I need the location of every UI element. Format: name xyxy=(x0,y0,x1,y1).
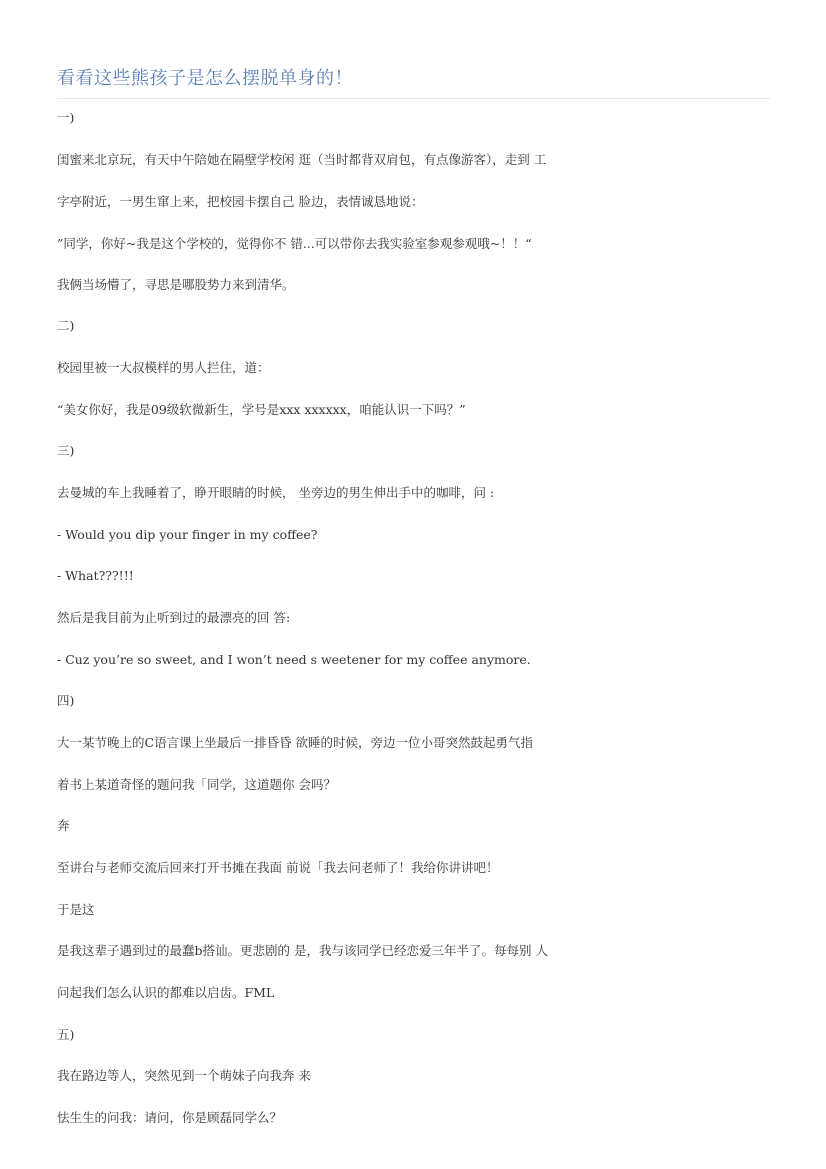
paragraph-line: “美女你好，我是09级软微新生，学号是xxx xxxxxx，咱能认识一下吗？” xyxy=(57,402,466,417)
paragraph-line: ”同学，你好~我是这个学校的，觉得你不 错...可以带你去我实验室参观参观哦~！！“ xyxy=(57,236,532,251)
title-divider xyxy=(57,98,770,99)
paragraph-line: 闺蜜来北京玩，有天中午陪她在隔壁学校闲 逛（当时都背双肩包，有点像游客），走到 工 xyxy=(57,152,547,167)
paragraph-line: 然后是我目前为止听到过的最漂亮的回 答: xyxy=(57,610,291,625)
paragraph-line: 着书上某道奇怪的题问我「同学，这道题你 会吗？ xyxy=(57,777,336,792)
paragraph-line: 我在路边等人，突然见到一个萌妹子向我奔 来 xyxy=(57,1068,311,1083)
paragraph-line: 我俩当场懵了，寻思是哪股势力来到清华。 xyxy=(57,277,295,292)
paragraph-line: - What???!!! xyxy=(57,568,134,583)
section-heading-1: 一) xyxy=(57,110,75,125)
section-heading-5: 五) xyxy=(57,1027,75,1042)
paragraph-line: - Would you dip your finger in my coffee? xyxy=(57,527,318,542)
paragraph-line: 大一某节晚上的C语言课上坐最后一排昏昏 欲睡的时候，旁边一位小哥突然鼓起勇气指 xyxy=(57,735,534,750)
section-heading-4: 四) xyxy=(57,693,75,708)
paragraph-line: 字亭附近，一男生窜上来，把校园卡摆自己 脸边，表情诚恳地说： xyxy=(57,194,424,209)
article-title: 看看这些熊孩子是怎么摆脱单身的！ xyxy=(57,68,353,89)
paragraph-line: 于是这 xyxy=(57,902,95,917)
paragraph-line: - Cuz you’re so sweet, and I won’t need s weetener for my coffee anymore. xyxy=(57,652,531,667)
paragraph-line: 至讲台与老师交流后回来打开书摊在我面 前说「我去问老师了！我给你讲讲吧！ xyxy=(57,860,499,875)
paragraph-line: 怯生生的问我：请问，你是顾磊同学么？ xyxy=(57,1110,283,1125)
section-heading-3: 三) xyxy=(57,443,75,458)
paragraph-line: 问起我们怎么认识的都难以启齿。FML xyxy=(57,985,275,1000)
paragraph-line: 校园里被一大叔模样的男人拦住，道： xyxy=(57,360,270,375)
paragraph-line: 是我这辈子遇到过的最蠢b搭讪。更悲剧的 是，我与该同学已经恋爱三年半了。每每别 人 xyxy=(57,943,548,958)
paragraph-line: 去曼城的车上我睡着了，睁开眼睛的时候， 坐旁边的男生伸出手中的咖啡，问 : xyxy=(57,485,495,500)
paragraph-line: 奔 xyxy=(57,818,70,833)
section-heading-2: 二) xyxy=(57,318,75,333)
